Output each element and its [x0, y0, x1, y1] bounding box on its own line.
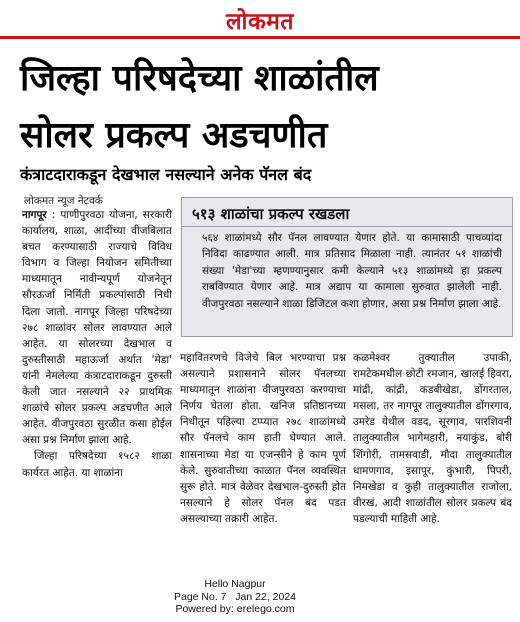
headline-line-1: जिल्हा परिषदेच्या शाळांतील	[20, 58, 379, 99]
infobox-title: ५१३ शाळांचा प्रकल्प रखडला	[192, 205, 350, 223]
footer-date: Jan 22, 2024	[235, 590, 297, 603]
footer-page: Page No. 7	[173, 590, 227, 603]
subheadline: कंत्राटदाराकडून देखभाल नसल्याने अनेक पॅनल बंद	[20, 165, 312, 184]
footer-edition: Hello Nagpur	[204, 578, 266, 590]
dateline: नागपूर	[22, 209, 47, 221]
page-footer	[0, 578, 520, 616]
column-1-text: : पाणीपुरवठा योजना, सरकारी कार्यालय, शाळा, आदींच्या वीजबिलात बचत करण्यासाठी राज्याचे विविध विभाग व जिल्हा नियोजन समितीच्या माध्यमातून नावीन्यपूर्ण योजनेतून सौरऊर्जा निर्मिती प्रकल्पांसाठी निधी दिला जातो. नागपूर जिल्हा परिषदेच्या २७८ शाळांवर सोलर लावण्यात आले आहेत. या सोलरच्या देखभाल व दुरुस्तीसाठी महाऊर्जा अर्थात 'मेडा' यांनी नेमलेल्या कंत्राटदाराकडून दुरुस्ती केली जात नसल्याने २२ प्राथमिक शाळांचे सोलर प्रकल्प अडचणीत आले आहेत. वीजपुरवठा सुरळीत कसा होईल असा प्रश्न निर्माण झाला आहे.	[22, 209, 172, 447]
column-2: महावितरणचे विजेचे बिल भरण्याचा प्रश्न असल्याने प्रशासनाने सोलर पॅनलच्या माध्यमातून शाळांना वीजपुरवठा करण्याचा निर्णय घेतला होता. खनिज प्रतिष्ठानच्या निधीतून पहिल्या टप्प्यात २७८ शाळांमध्ये सौर पॅनलचे काम हाती घेण्यात आले. शासनाच्या मेडा या एजन्सीने हे काम पूर्ण केले. सुरुवातीच्या काळात पॅनल व्यवस्थित सुरू होते. मात्र वेळेवर देखभाल-दुरुस्ती होत नसल्याने हे सोलर पॅनल बंद पडत असल्याच्या तक्रारी आहेत.	[180, 352, 346, 525]
footer-page-date	[0, 591, 520, 604]
column-1-paragraph-2: जिल्हा परिषदेच्या १५८२ शाळा कार्यरत आहेत. या शाळांना	[22, 450, 172, 479]
infobox-body: ५६४ शाळांमध्ये सौर पॅनल लावण्यात येणार होते. या कामासाठी पाचव्यांदा निविदा काढण्यात आली. मात्र प्रतिसाद मिळाला नाही. त्यानंतर ५१ शाळांची संख्या 'मेडा'च्या म्हणण्यानुसार कमी केल्याने ५१३ शाळांमध्ये हा प्रकल्प राबविण्यात येणार आहे. मात्र अद्याप या कामाला सुरुवात झालेली नाही. वीजपुरवठा नसल्याने शाळा डिजिटल कशा होणार, असा प्रश्न निर्माण झाला आहे.	[202, 232, 502, 310]
masthead-rule	[0, 36, 520, 39]
infobox	[181, 197, 513, 337]
column-3: कळमेश्वर तुक्यातील उपाकी, रामटेकमधील छोटी रमजान, खालई हिवरा, मांद्री, कांद्री, कडबीखेडा, डोंगरताल, मसला, तर नागपूर तालुक्यातील डोंगरगाव, उमरेड येथील वडद, सूरगाव, पारशिवनी तालुक्यातील भागेमहारी, नयाकुंड, बोरी शिंगोरी, तामसवाडी, मौदा तालुक्यातील धामणगाव, इसापूर, कुंभारी, पिपरी, निमखेडा व कुही तालुक्यातील राजोला, वीरखं, आदी शाळांतील सोलर प्रकल्प बंद पडल्याची माहिती आहे.	[353, 352, 512, 525]
infobox-divider	[182, 226, 512, 227]
headline-line-2: सोलर प्रकल्प अडचणीत	[20, 115, 328, 156]
lokmat-logo: लोकमत	[225, 8, 295, 35]
masthead	[0, 0, 520, 36]
headline	[20, 50, 510, 164]
column-1	[22, 207, 172, 481]
footer-powered-by: Powered by: erelego.com	[175, 603, 295, 615]
byline: लोकमत न्यूज नेटवर्क	[24, 195, 103, 207]
